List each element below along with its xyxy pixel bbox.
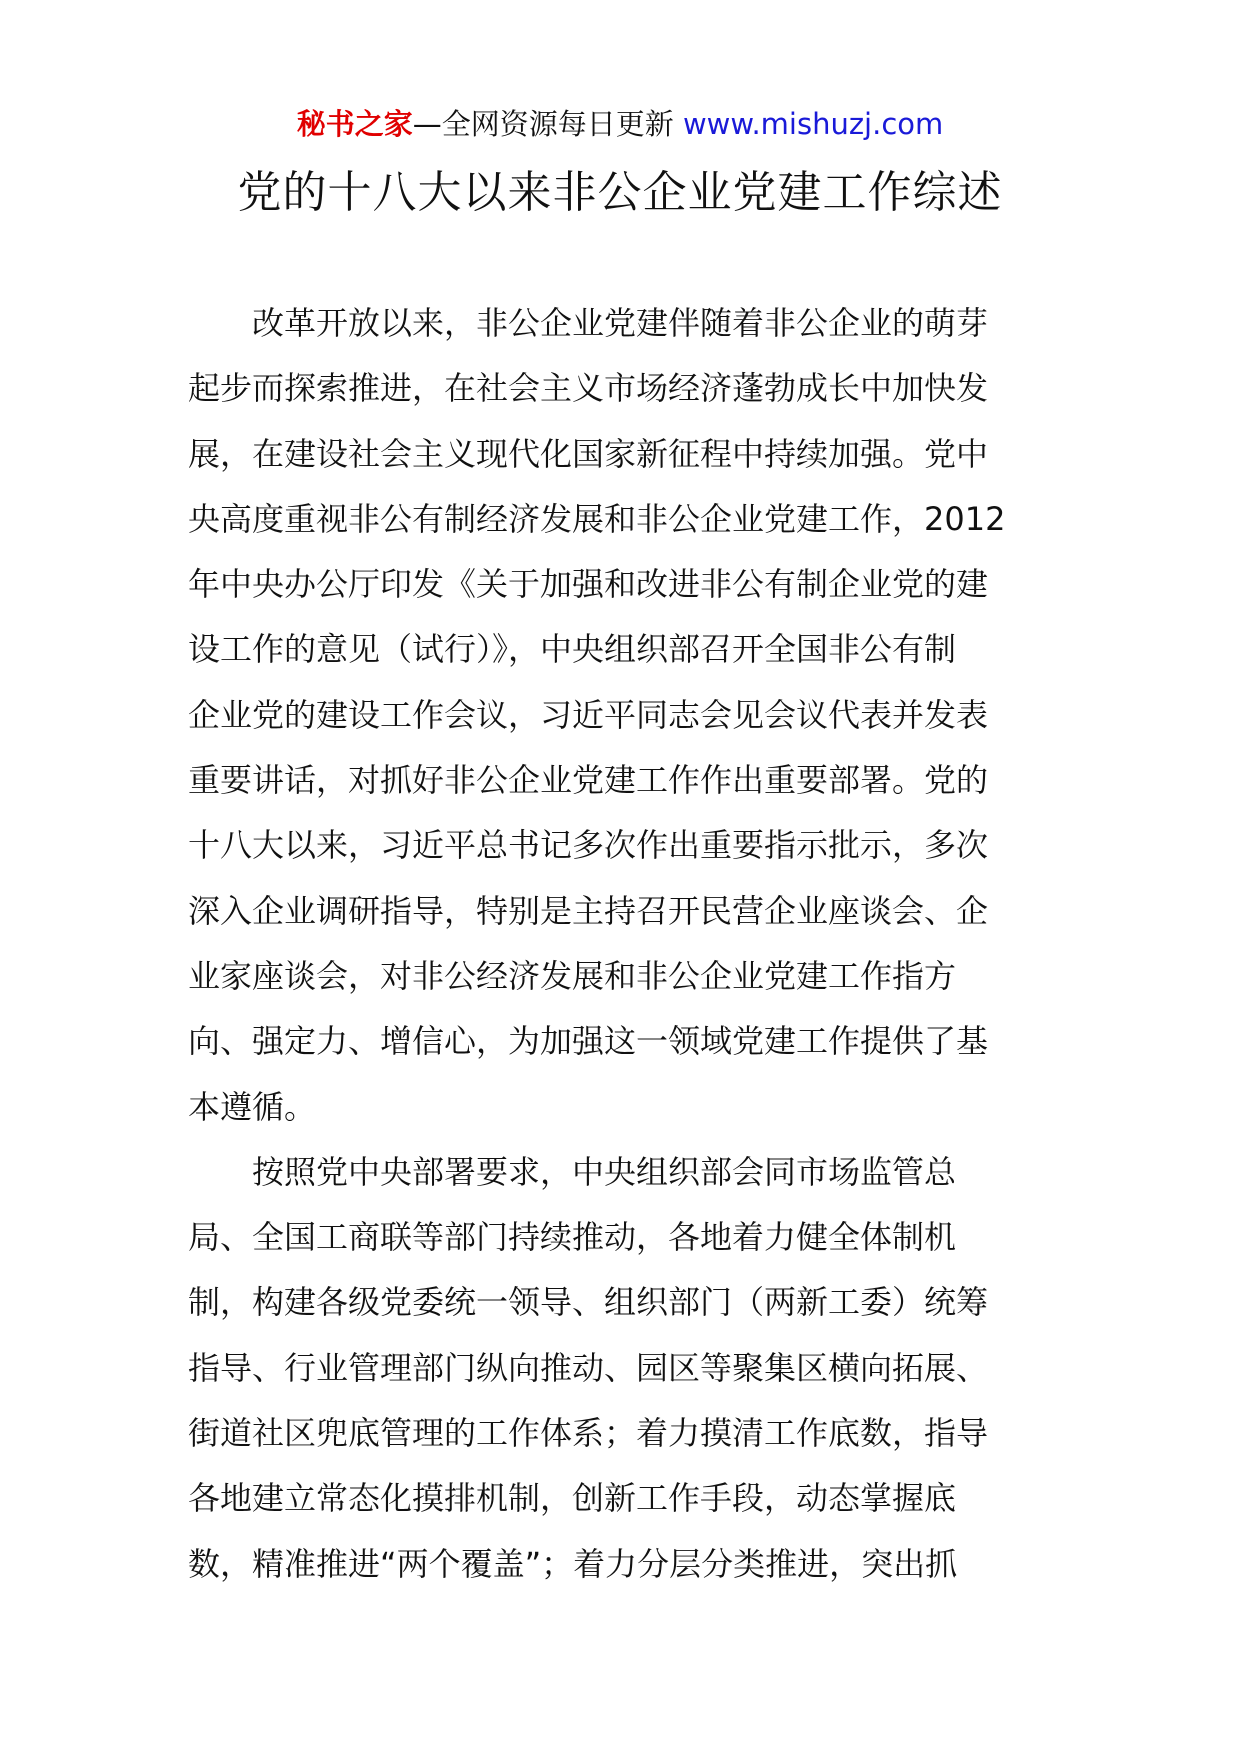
body-line: 本遵循。 — [188, 1087, 317, 1126]
body-line: 各地建立常态化摸排机制，创新工作手段，动态掌握底 — [188, 1479, 957, 1518]
site-url-link[interactable]: www.mishuzj.com — [682, 107, 944, 141]
body-line: 按照党中央部署要求，中央组织部会同市场监管总 — [188, 1152, 957, 1191]
body-line: 企业党的建设工作会议，习近平同志会见会议代表并发表 — [188, 695, 989, 734]
body-line: 年中央办公厅印发《关于加强和改进非公有制企业党的建 — [188, 565, 989, 604]
body-line: 数，精准推进“两个覆盖”；着力分层分类推进，突出抓 — [188, 1544, 958, 1583]
body-line: 改革开放以来，非公企业党建伴随着非公企业的萌芽 — [188, 304, 989, 342]
body-line: 设工作的意见（试行）》，中央组织部召开全国非公有制 — [188, 630, 957, 669]
body-line: 深入企业调研指导，特别是主持召开民营企业座谈会、企 — [188, 891, 989, 930]
document-title: 党的十八大以来非公企业党建工作综述 — [237, 167, 1003, 218]
site-header — [0, 104, 1240, 144]
body-line: 起步而探索推进，在社会主义市场经济蓬勃成长中加快发 — [188, 369, 989, 408]
body-line: 制，构建各级党委统一领导、组织部门（两新工委）统筹 — [188, 1283, 989, 1322]
body-line: 央高度重视非公有制经济发展和非公企业党建工作，2012 — [188, 499, 1006, 538]
body-line: 重要讲话，对抓好非公企业党建工作作出重要部署。党的 — [188, 761, 989, 800]
body-line: 指导、行业管理部门纵向推动、园区等聚集区横向拓展、 — [188, 1348, 989, 1387]
body-line: 向、强定力、增信心，为加强这一领域党建工作提供了基 — [188, 1022, 989, 1061]
body-line: 街道社区兜底管理的工作体系；着力摸清工作底数，指导 — [188, 1414, 989, 1453]
body-line: 展，在建设社会主义现代化国家新征程中持续加强。党中 — [188, 434, 989, 473]
body-line: 业家座谈会，对非公经济发展和非公企业党建工作指方 — [188, 956, 957, 995]
body-line: 十八大以来，习近平总书记多次作出重要指示批示，多次 — [188, 826, 989, 865]
brand-name: 秘书之家 — [296, 107, 413, 141]
document-body — [188, 291, 1038, 1597]
body-line: 局、全国工商联等部门持续推动，各地着力健全体制机 — [188, 1218, 957, 1257]
header-slogan: —全网资源每日更新 — [412, 107, 683, 141]
